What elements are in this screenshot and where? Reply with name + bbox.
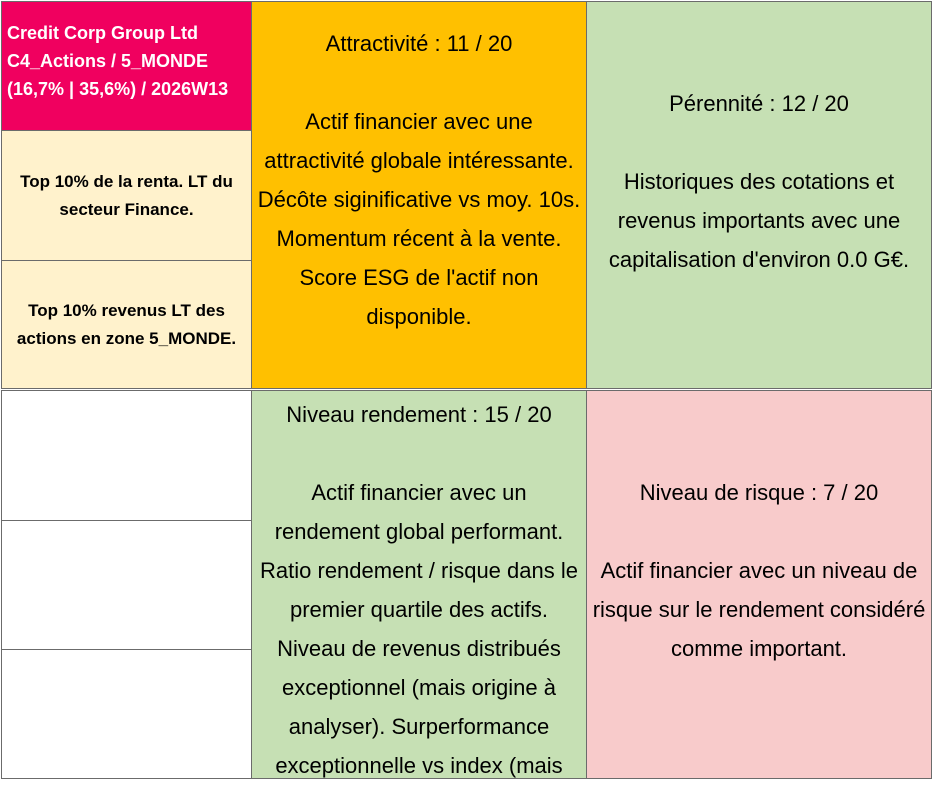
zone-note-text: Top 10% revenus LT des actions en zone 5_MONDE. — [16, 300, 237, 348]
sector-note-text: Top 10% de la renta. LT du secteur Finance. — [20, 171, 233, 219]
risque-heading: Niveau de risque : 7 / 20 — [639, 480, 879, 505]
perennite-body: Historiques des cotations et revenus importants avec une capitalisation d'environ 0.0 G€. — [608, 168, 910, 272]
risque-body: Actif financier avec un niveau de risque sur le rendement considéré comme important. — [592, 558, 926, 661]
attractivite-cell — [251, 1, 587, 389]
empty-cell — [1, 520, 252, 650]
empty-cell — [1, 390, 252, 521]
risque-cell — [586, 390, 932, 779]
perennite-heading: Pérennité : 12 / 20 — [669, 90, 849, 116]
asset-category: C4_Actions / 5_MONDE — [7, 51, 209, 71]
rendement-cell — [251, 390, 587, 779]
asset-stats: (16,7% | 35,6%) / 2026W13 — [7, 79, 229, 99]
rendement-heading: Niveau rendement : 15 / 20 — [286, 402, 552, 427]
attractivite-heading: Attractivité : 11 / 20 — [325, 31, 513, 56]
sector-note-cell — [1, 130, 252, 261]
empty-cell — [1, 649, 252, 779]
perennite-cell — [586, 1, 932, 389]
rendement-body: Actif financier avec un rendement global performant. Ratio rendement / risque dans le premier quartile des actifs. Niveau de revenus distribués exceptionnel (mais origine à analyser). Surperformance exceptionnelle vs index (mais — [260, 480, 578, 778]
company-name: Credit Corp Group Ltd — [7, 23, 198, 43]
asset-title-cell — [1, 1, 252, 131]
attractivite-body: Actif financier avec une attractivité globale intéressante. Décôte siginificative vs moy. 10s. Momentum récent à la vente. Score ESG de l'actif non disponible. — [257, 109, 581, 329]
zone-note-cell — [1, 260, 252, 389]
